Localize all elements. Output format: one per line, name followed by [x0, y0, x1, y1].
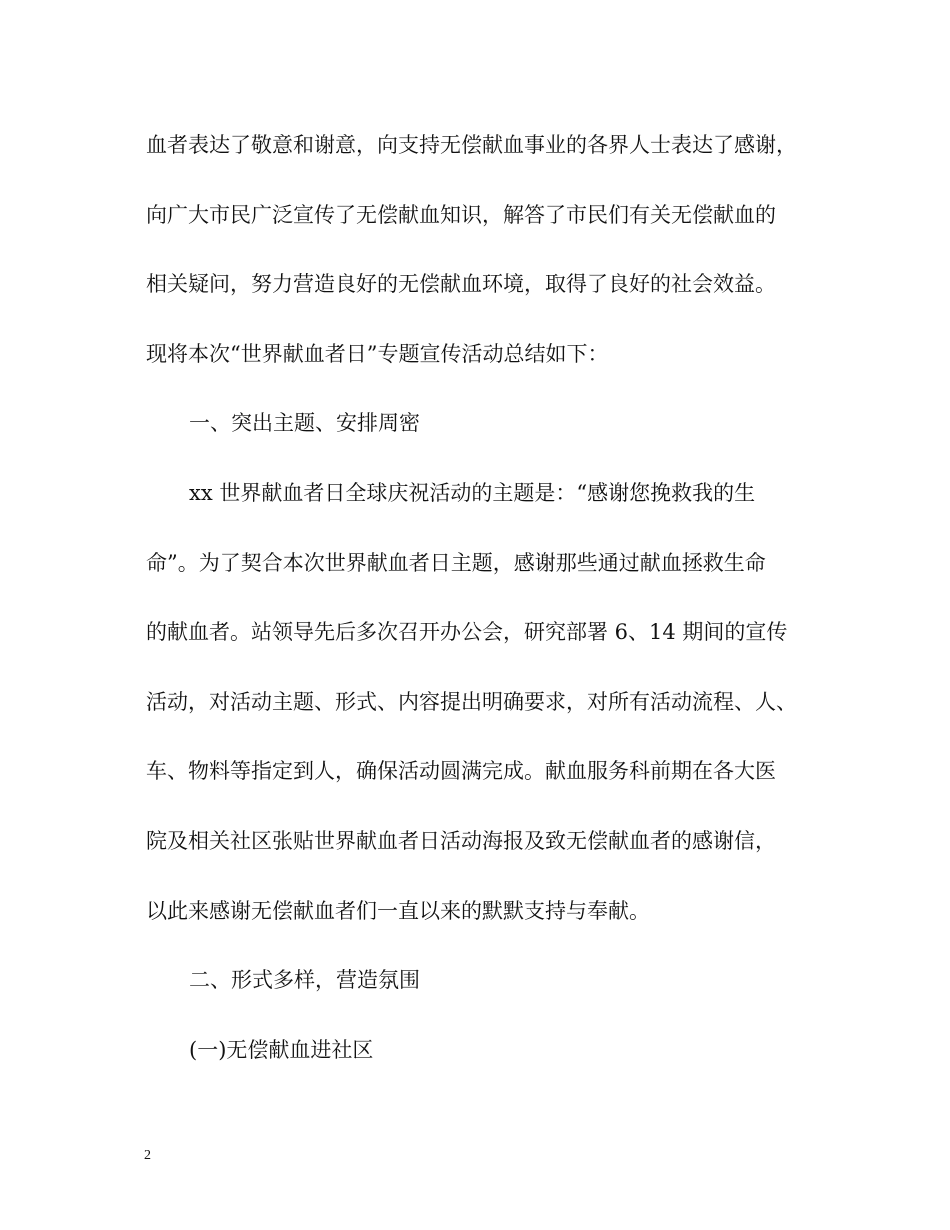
- paragraph-start-line: xx 世界献血者日全球庆祝活动的主题是：“感谢您挽救我的生: [189, 480, 756, 505]
- text-line: 活动，对活动主题、形式、内容提出明确要求，对所有活动流程、人、: [146, 689, 797, 714]
- text-line: 向广大市民广泛宣传了无偿献血知识，解答了市民们有关无偿献血的: [146, 202, 776, 227]
- text-line: 命”。为了契合本次世界献血者日主题，感谢那些通过献血拯救生命: [146, 550, 766, 575]
- text-line: 现将本次“世界献血者日”专题宣传活动总结如下：: [146, 341, 609, 366]
- page-number: 2: [144, 1148, 151, 1163]
- text-line: 车、物料等指定到人，确保活动圆满完成。献血服务科前期在各大医: [146, 759, 776, 784]
- text-line: 血者表达了敬意和谢意，向支持无偿献血事业的各界人士表达了感谢，: [146, 133, 797, 157]
- text-line: 的献血者。站领导先后多次召开办公会，研究部署 6、14 期间的宣传: [146, 620, 788, 645]
- text-line: 相关疑问，努力营造良好的无偿献血环境，取得了良好的社会效益。: [146, 272, 776, 297]
- section-heading: 一、突出主题、安排周密: [189, 411, 420, 436]
- text-line: 院及相关社区张贴世界献血者日活动海报及致无偿献血者的感谢信，: [146, 828, 776, 853]
- subsection-heading: (一)无偿献血进社区: [189, 1037, 374, 1062]
- text-line: 以此来感谢无偿献血者们一直以来的默默支持与奉献。: [146, 898, 650, 923]
- document-body: [146, 121, 826, 1095]
- section-heading: 二、形式多样，营造氛围: [189, 968, 420, 993]
